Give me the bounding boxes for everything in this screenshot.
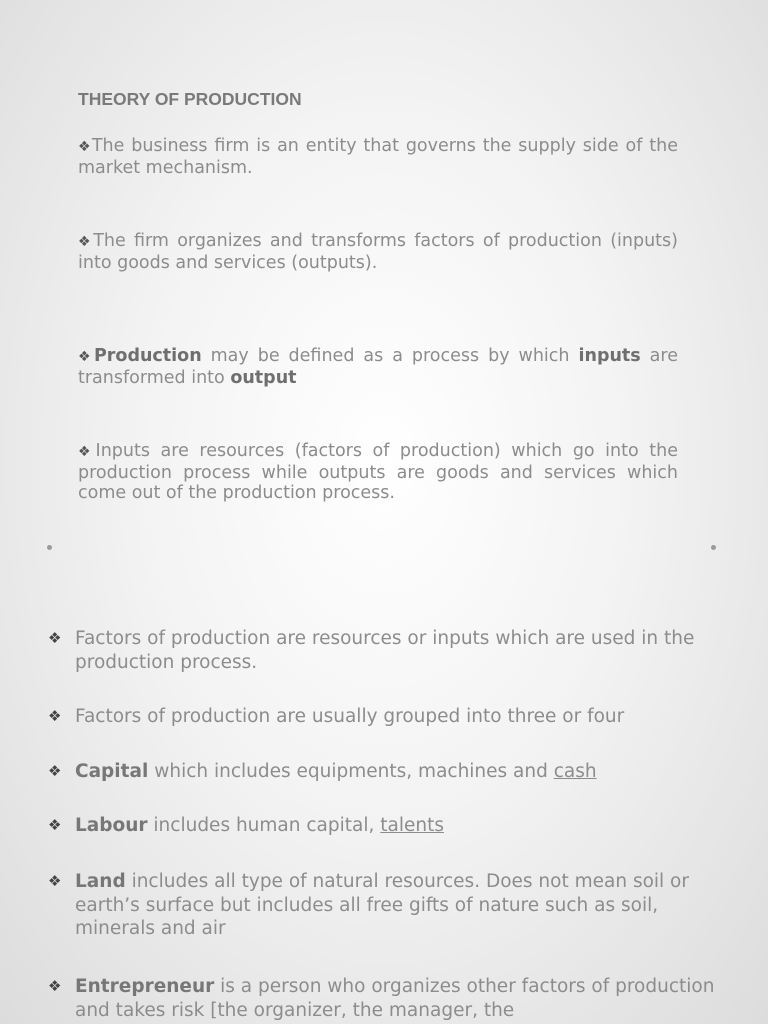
diamond-bullet-icon: ❖ [78,234,94,250]
paragraph-business-firm: ❖The business firm is an entity that governs the supply side of the market mechanism. [78,136,678,178]
slide-factors-of-production: ❖ Factors of production are resources or inputs which are used in the production process. ❖ Factors of production are usually grouped into three or four ❖ Capital which includes equipments, machines and cash ❖ Labour includes human capital, talents ❖ Land includes all type of natural resources. Does not mean soil or earth’s surface but includes all free gifts of nature such as soil, minerals and air ❖ Entrepreneur is a person who organizes other factors of production and takes risk [the organizer, the manager, the [48,628,715,1021]
page-dot-right [711,545,716,550]
cash-link[interactable]: cash [553,761,597,782]
diamond-bullet-icon: ❖ [48,707,62,725]
paragraph-inputs-outputs: ❖Inputs are resources (factors of production) which go into the production process while outputs are goods and services which come out of the production process. [78,441,678,503]
paragraph-firm-organizes: ❖The firm organizes and transforms factors of production (inputs) into goods and services (outputs). [78,231,678,273]
talents-link[interactable]: talents [380,815,444,836]
slide-title: THEORY OF PRODUCTION [78,89,302,109]
diamond-bullet-icon: ❖ [48,762,62,780]
diamond-bullet-icon: ❖ [78,349,94,365]
page-dot-left [47,545,52,550]
diamond-bullet-icon: ❖ [78,444,96,460]
paragraph-production-definition: ❖Production may be defined as a process by which inputs are transformed into output [78,346,678,388]
diamond-bullet-icon: ❖ [48,816,62,834]
diamond-bullet-icon: ❖ [48,629,62,647]
diamond-bullet-icon: ❖ [48,872,62,890]
diamond-bullet-icon: ❖ [78,139,92,155]
diamond-bullet-icon: ❖ [48,977,62,995]
